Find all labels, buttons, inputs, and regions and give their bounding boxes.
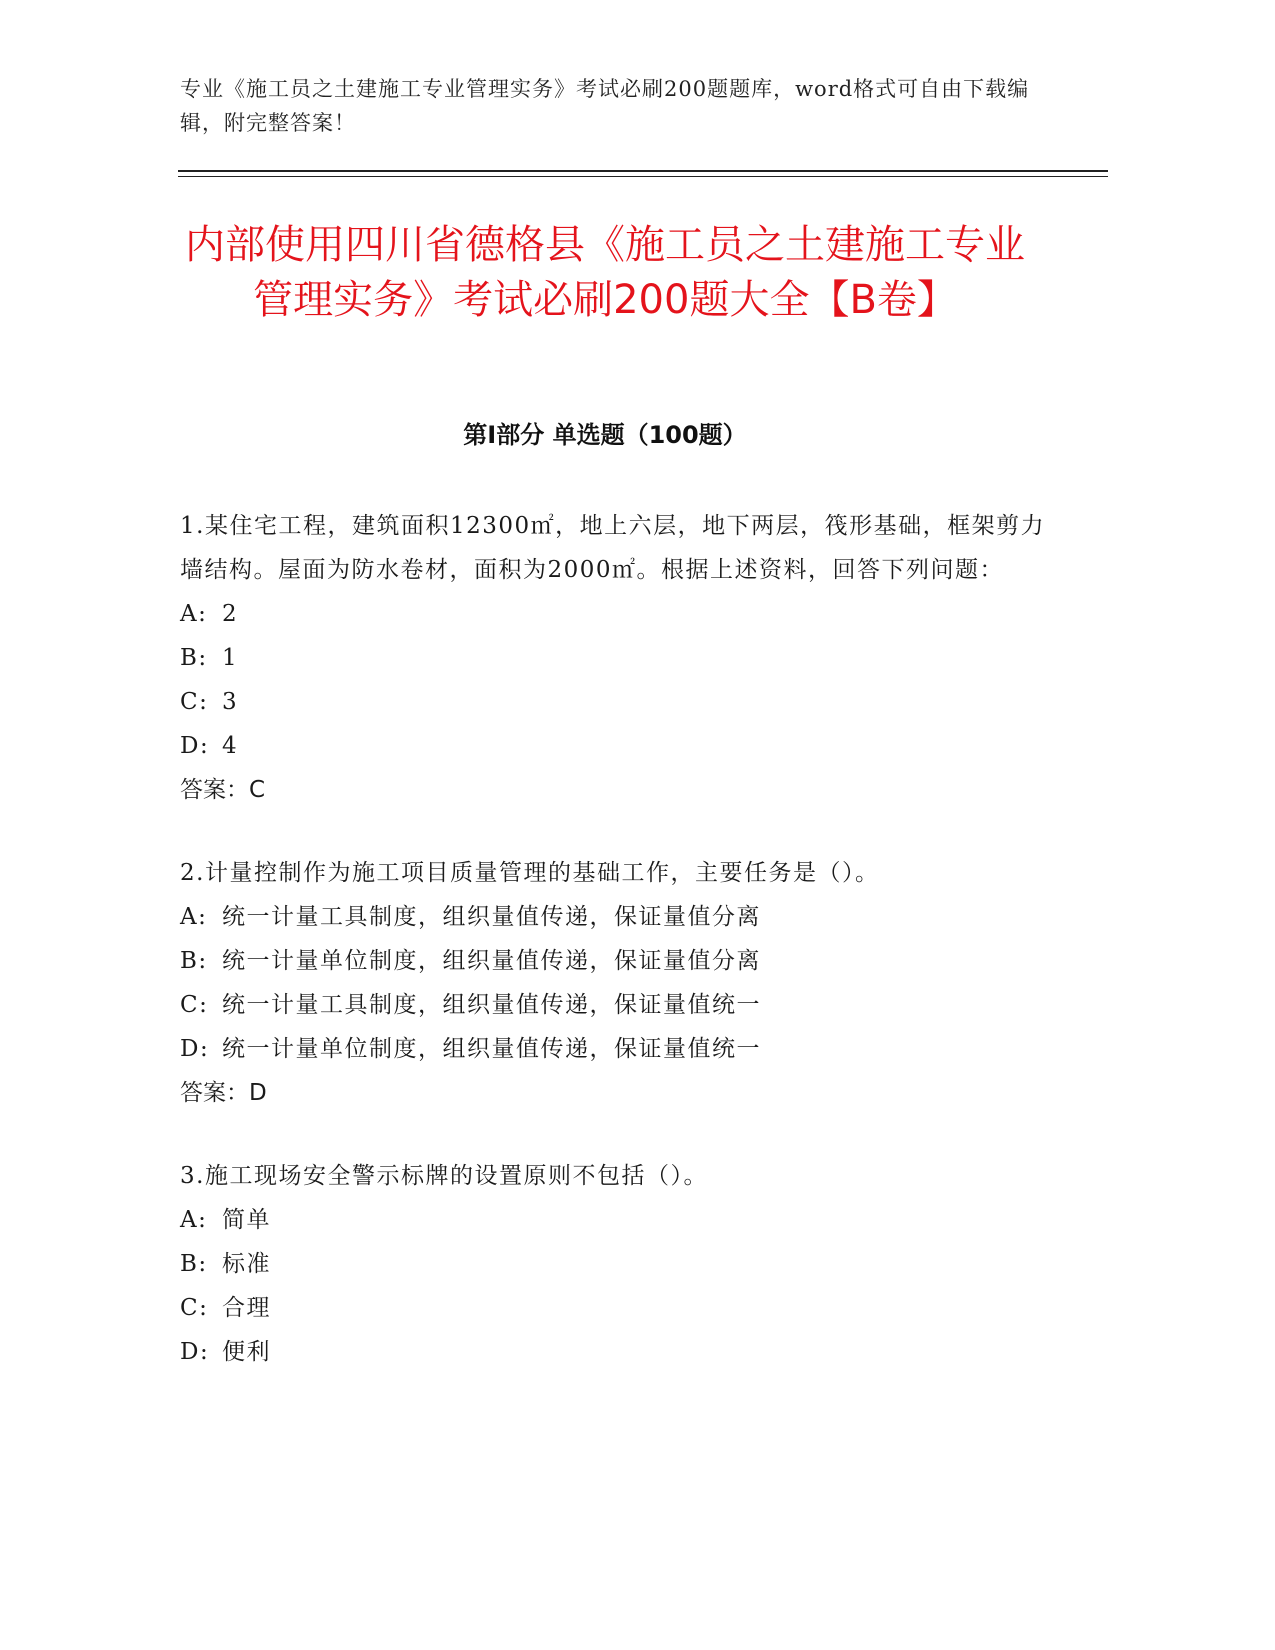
option-b: [180, 636, 1060, 680]
option-letter: D:: [180, 733, 210, 759]
option-letter: D:: [180, 1339, 210, 1365]
option-letter: C:: [180, 1295, 209, 1321]
option-letter: B:: [180, 1251, 208, 1277]
option-letter: B:: [180, 948, 208, 974]
header-divider-thin: [178, 176, 1108, 177]
option-text: 简单: [222, 1207, 271, 1233]
section-heading: 第Ⅰ部分 单选题（100题）: [463, 421, 747, 449]
option-text: 统一计量工具制度，组织量值传递，保证量值分离: [222, 904, 761, 930]
answer-line: 答案：D: [180, 1080, 267, 1106]
answer-line: 答案：C: [180, 777, 266, 803]
option-text: 统一计量单位制度，组织量值传递，保证量值统一: [222, 1036, 761, 1062]
question-list: [180, 504, 1060, 1413]
option-letter: A:: [180, 904, 208, 930]
question-stem: 3.施工现场安全警示标牌的设置原则不包括（）。: [180, 1163, 708, 1189]
option-d: [180, 724, 1060, 768]
option-text: 3: [222, 689, 239, 715]
question-2: [180, 851, 1060, 1115]
option-d: [180, 1330, 1060, 1374]
option-text: 4: [222, 733, 239, 759]
question-stem: 2.计量控制作为施工项目质量管理的基础工作，主要任务是（）。: [180, 860, 880, 886]
option-text: 统一计量单位制度，组织量值传递，保证量值分离: [222, 948, 761, 974]
option-c: [180, 680, 1060, 724]
option-text: 统一计量工具制度，组织量值传递，保证量值统一: [222, 992, 761, 1018]
option-a: [180, 895, 1060, 939]
question-stem: 1.某住宅工程，建筑面积12300㎡，地上六层，地下两层，筏形基础，框架剪力墙结构。屋面为防水卷材，面积为2000㎡。根据上述资料，回答下列问题：: [180, 513, 1046, 583]
option-text: 2: [222, 601, 239, 627]
option-a: [180, 1198, 1060, 1242]
option-b: [180, 939, 1060, 983]
option-letter: B:: [180, 645, 208, 671]
option-d: [180, 1027, 1060, 1071]
option-letter: C:: [180, 689, 209, 715]
option-text: 1: [222, 645, 239, 671]
option-c: [180, 1286, 1060, 1330]
question-1: [180, 504, 1060, 812]
option-c: [180, 983, 1060, 1027]
option-letter: A:: [180, 601, 208, 627]
option-text: 便利: [222, 1339, 271, 1365]
option-letter: C:: [180, 992, 209, 1018]
option-a: [180, 592, 1060, 636]
header-divider-thick: [178, 170, 1108, 172]
option-text: 合理: [222, 1295, 271, 1321]
header-note: 专业《施工员之土建施工专业管理实务》考试必刷200题题库，word格式可自由下载编辑，附完整答案！: [180, 77, 1030, 135]
option-text: 标准: [222, 1251, 271, 1277]
option-letter: D:: [180, 1036, 210, 1062]
option-letter: A:: [180, 1207, 208, 1233]
question-3: [180, 1154, 1060, 1374]
document-title: 内部使用四川省德格县《施工员之土建施工专业管理实务》考试必刷200题大全【B卷】: [185, 222, 1025, 323]
option-b: [180, 1242, 1060, 1286]
